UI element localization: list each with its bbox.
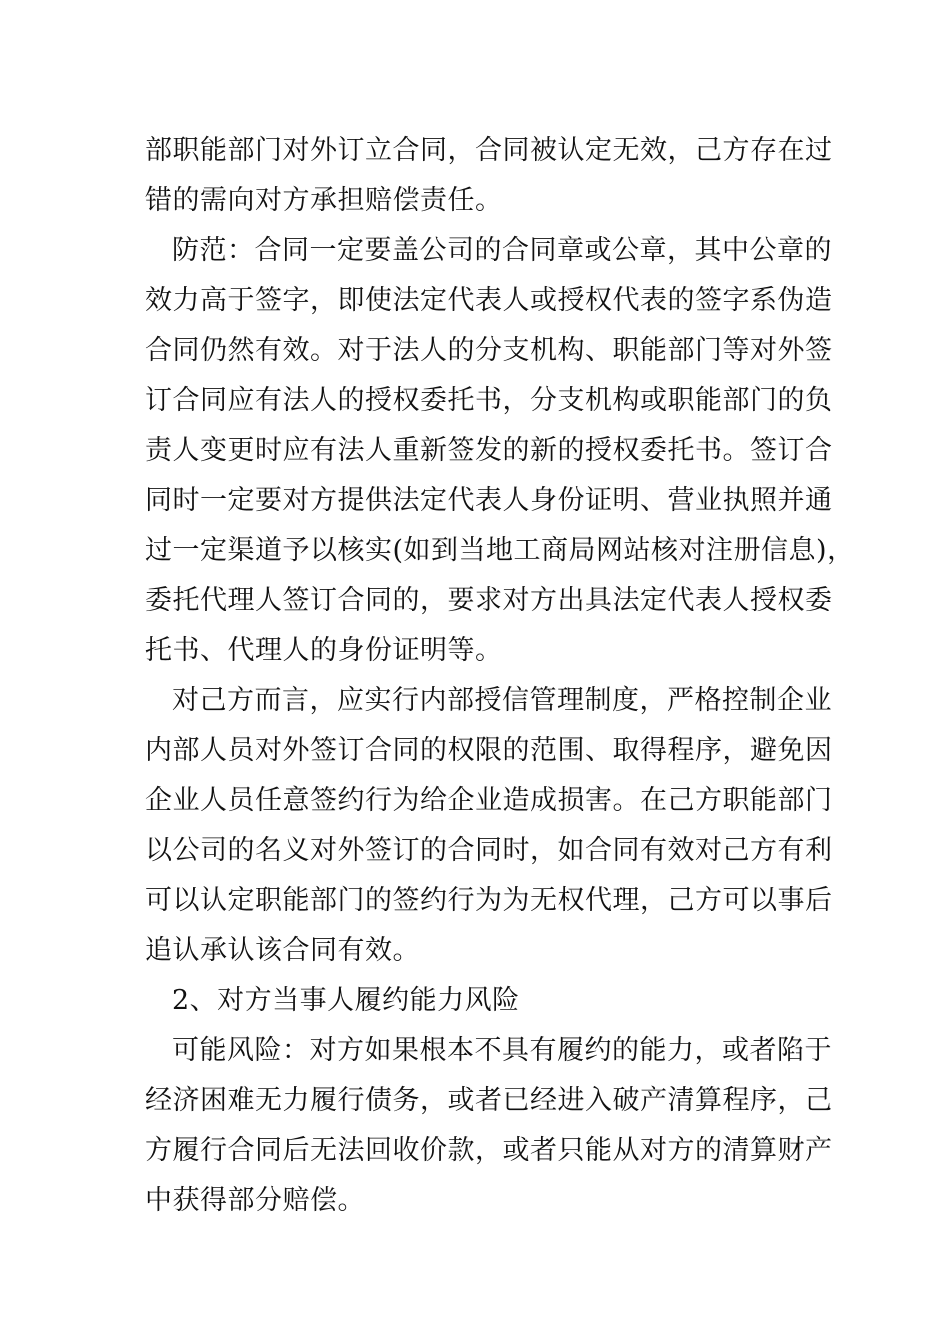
text-line: 委托代理人签订合同的，要求对方出具法定代表人授权委 (145, 585, 833, 616)
text-line: 以公司的名义对外签订的合同时，如合同有效对己方有利 (145, 835, 833, 866)
text-line: 效力高于签字，即使法定代表人或授权代表的签字系伪造 (145, 285, 833, 316)
text-line: 企业人员任意签约行为给企业造成损害。在己方职能部门 (145, 785, 833, 816)
text-line: 部职能部门对外订立合同，合同被认定无效，己方存在过 (145, 135, 833, 166)
text-line: 中获得部分赔偿。 (145, 1185, 365, 1216)
paragraph-start-line: 对己方而言，应实行内部授信管理制度，严格控制企业 (172, 685, 832, 716)
text-line: 同时一定要对方提供法定代表人身份证明、营业执照并通 (145, 485, 833, 516)
text-line: 过一定渠道予以核实(如到当地工商局网站核对注册信息)， (145, 535, 855, 566)
text-line: 追认承认该合同有效。 (145, 935, 420, 966)
paragraph-start-line: 可能风险：对方如果根本不具有履约的能力，或者陷于 (172, 1035, 832, 1066)
text-line: 托书、代理人的身份证明等。 (145, 635, 503, 666)
text-line: 可以认定职能部门的签约行为为无权代理，己方可以事后 (145, 885, 833, 916)
text-line: 错的需向对方承担赔偿责任。 (145, 185, 503, 216)
paragraph-start-line: 防范：合同一定要盖公司的合同章或公章，其中公章的 (172, 235, 832, 266)
text-line: 经济困难无力履行债务，或者已经进入破产清算程序，己 (145, 1085, 833, 1116)
text-line: 订合同应有法人的授权委托书，分支机构或职能部门的负 (145, 385, 833, 416)
text-line: 合同仍然有效。对于法人的分支机构、职能部门等对外签 (145, 335, 833, 366)
text-line: 责人变更时应有法人重新签发的新的授权委托书。签订合 (145, 435, 833, 466)
section-heading: 2、对方当事人履约能力风险 (172, 985, 520, 1016)
text-line: 方履行合同后无法回收价款，或者只能从对方的清算财产 (145, 1135, 833, 1166)
text-line: 内部人员对外签订合同的权限的范围、取得程序，避免因 (145, 735, 833, 766)
